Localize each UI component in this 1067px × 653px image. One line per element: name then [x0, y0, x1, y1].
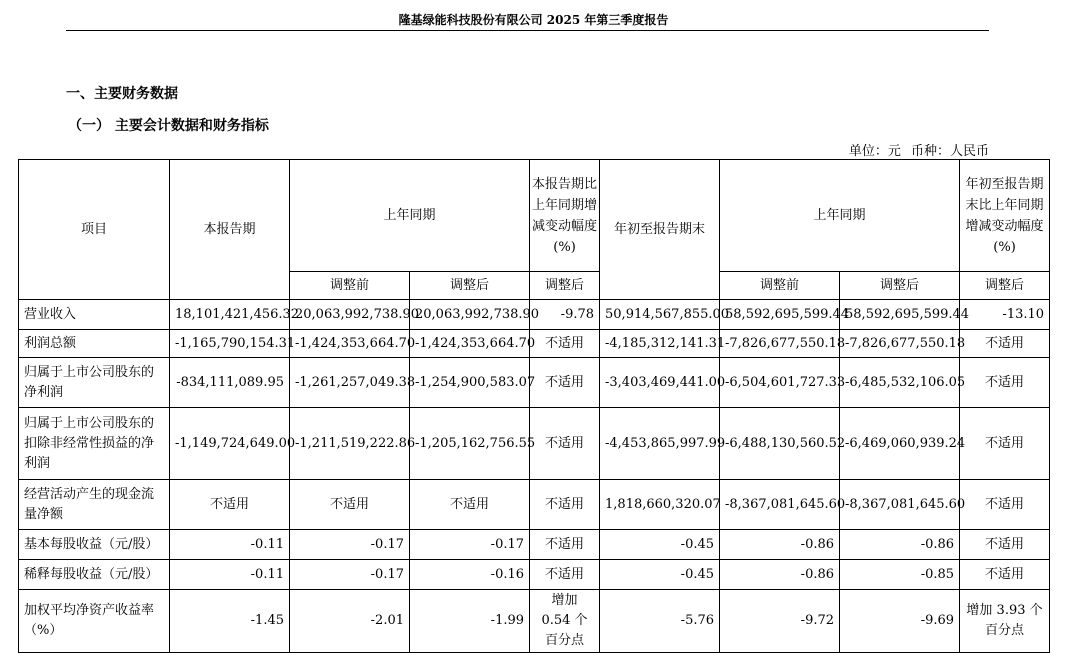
row-chg: 不适用: [530, 480, 600, 530]
row-chg: 不适用: [530, 330, 600, 358]
row-pytd-after: -0.86: [840, 530, 960, 560]
row-chg: 不适用: [530, 560, 600, 590]
row-ytd-chg: -13.10: [960, 300, 1050, 330]
row-ytd-chg: 不适用: [960, 358, 1050, 408]
header-ytd-change: 年初至报告期末比上年同期增减变动幅度(%): [960, 160, 1050, 272]
row-ytd-chg: 不适用: [960, 530, 1050, 560]
row-pytd-after: -6,485,532,106.05: [840, 358, 960, 408]
row-chg: 不适用: [530, 358, 600, 408]
row-py-before: -1,211,519,222.86: [290, 408, 410, 480]
row-ytd-chg: 不适用: [960, 408, 1050, 480]
row-pytd-after: -6,469,060,939.24: [840, 408, 960, 480]
row-cur: -0.11: [170, 560, 290, 590]
table-row: [19, 358, 1050, 408]
row-item: 营业收入: [19, 300, 170, 330]
table-row: [19, 590, 1050, 653]
row-chg: 不适用: [530, 408, 600, 480]
row-py-after: -1,254,900,583.07: [410, 358, 530, 408]
table-row: [19, 408, 1050, 480]
row-pytd-before: -9.72: [720, 590, 840, 653]
row-ytd: 1,818,660,320.07: [600, 480, 720, 530]
row-pytd-before: -6,504,601,727.33: [720, 358, 840, 408]
row-pytd-before: -7,826,677,550.18: [720, 330, 840, 358]
header-before-adj: 调整前: [290, 272, 410, 300]
row-py-before: -0.17: [290, 530, 410, 560]
row-ytd-chg: 不适用: [960, 560, 1050, 590]
header-after-adj: 调整后: [410, 272, 530, 300]
table-row: [19, 480, 1050, 530]
section-title: 一、主要财务数据: [66, 86, 178, 102]
row-chg: 不适用: [530, 530, 600, 560]
header-current-change: 本报告期比上年同期增减变动幅度(%): [530, 160, 600, 272]
row-item: 归属于上市公司股东的净利润: [19, 358, 170, 408]
row-cur: 18,101,421,456.32: [170, 300, 290, 330]
row-pytd-before: 58,592,695,599.44: [720, 300, 840, 330]
row-pytd-before: -6,488,130,560.52: [720, 408, 840, 480]
row-ytd: -0.45: [600, 530, 720, 560]
row-pytd-after: -8,367,081,645.60: [840, 480, 960, 530]
row-cur: -1,165,790,154.31: [170, 330, 290, 358]
table-header-row: [19, 160, 1050, 272]
row-pytd-after: -9.69: [840, 590, 960, 653]
row-pytd-before: -0.86: [720, 560, 840, 590]
row-pytd-after: -7,826,677,550.18: [840, 330, 960, 358]
row-py-after: 不适用: [410, 480, 530, 530]
financial-data-table: [18, 159, 1050, 653]
row-py-before: -1,261,257,049.38: [290, 358, 410, 408]
table-row: [19, 300, 1050, 330]
unit-label: 单位：元 币种：人民币: [848, 144, 989, 159]
header-current-period: 本报告期: [170, 160, 290, 300]
row-item: 加权平均净资产收益率（%）: [19, 590, 170, 653]
row-py-after: -0.16: [410, 560, 530, 590]
row-pytd-before: -8,367,081,645.60: [720, 480, 840, 530]
table-row: [19, 530, 1050, 560]
row-py-before: -0.17: [290, 560, 410, 590]
row-py-before: 不适用: [290, 480, 410, 530]
header-after-adj-change: 调整后: [530, 272, 600, 300]
row-cur: -0.11: [170, 530, 290, 560]
header-ytd: 年初至报告期末: [600, 160, 720, 300]
row-ytd: -5.76: [600, 590, 720, 653]
row-py-after: -0.17: [410, 530, 530, 560]
row-ytd: -0.45: [600, 560, 720, 590]
row-ytd: -4,453,865,997.99: [600, 408, 720, 480]
row-item: 稀释每股收益（元/股）: [19, 560, 170, 590]
table-row: [19, 560, 1050, 590]
header-after-adj-ytd: 调整后: [840, 272, 960, 300]
row-cur: 不适用: [170, 480, 290, 530]
row-ytd-chg: 不适用: [960, 330, 1050, 358]
row-chg: 增加 0.54 个百分点: [530, 590, 600, 653]
row-chg: -9.78: [530, 300, 600, 330]
header-item: 项目: [19, 160, 170, 300]
header-before-adj-ytd: 调整前: [720, 272, 840, 300]
row-py-after: -1.99: [410, 590, 530, 653]
row-py-before: -2.01: [290, 590, 410, 653]
header-after-adj-ytd-change: 调整后: [960, 272, 1050, 300]
header-prior-year-period: 上年同期: [290, 160, 530, 272]
row-py-after: -1,424,353,664.70: [410, 330, 530, 358]
row-pytd-after: -0.85: [840, 560, 960, 590]
row-pytd-after: 58,592,695,599.44: [840, 300, 960, 330]
report-header: 隆基绿能科技股份有限公司 2025 年第三季度报告: [398, 13, 669, 27]
row-py-after: -1,205,162,756.55: [410, 408, 530, 480]
row-ytd: -4,185,312,141.31: [600, 330, 720, 358]
header-divider: [66, 30, 989, 31]
row-ytd: -3,403,469,441.00: [600, 358, 720, 408]
row-item: 经营活动产生的现金流量净额: [19, 480, 170, 530]
row-ytd-chg: 增加 3.93 个百分点: [960, 590, 1050, 653]
row-item: 基本每股收益（元/股）: [19, 530, 170, 560]
row-py-before: -1,424,353,664.70: [290, 330, 410, 358]
row-item: 利润总额: [19, 330, 170, 358]
row-ytd-chg: 不适用: [960, 480, 1050, 530]
row-cur: -834,111,089.95: [170, 358, 290, 408]
row-cur: -1.45: [170, 590, 290, 653]
row-item: 归属于上市公司股东的扣除非经常性损益的净利润: [19, 408, 170, 480]
row-ytd: 50,914,567,855.00: [600, 300, 720, 330]
row-pytd-before: -0.86: [720, 530, 840, 560]
row-py-after: 20,063,992,738.90: [410, 300, 530, 330]
subsection-title: （一） 主要会计数据和财务指标: [68, 118, 269, 134]
header-prior-year-ytd: 上年同期: [720, 160, 960, 272]
table-row: [19, 330, 1050, 358]
row-py-before: 20,063,992,738.90: [290, 300, 410, 330]
row-cur: -1,149,724,649.00: [170, 408, 290, 480]
